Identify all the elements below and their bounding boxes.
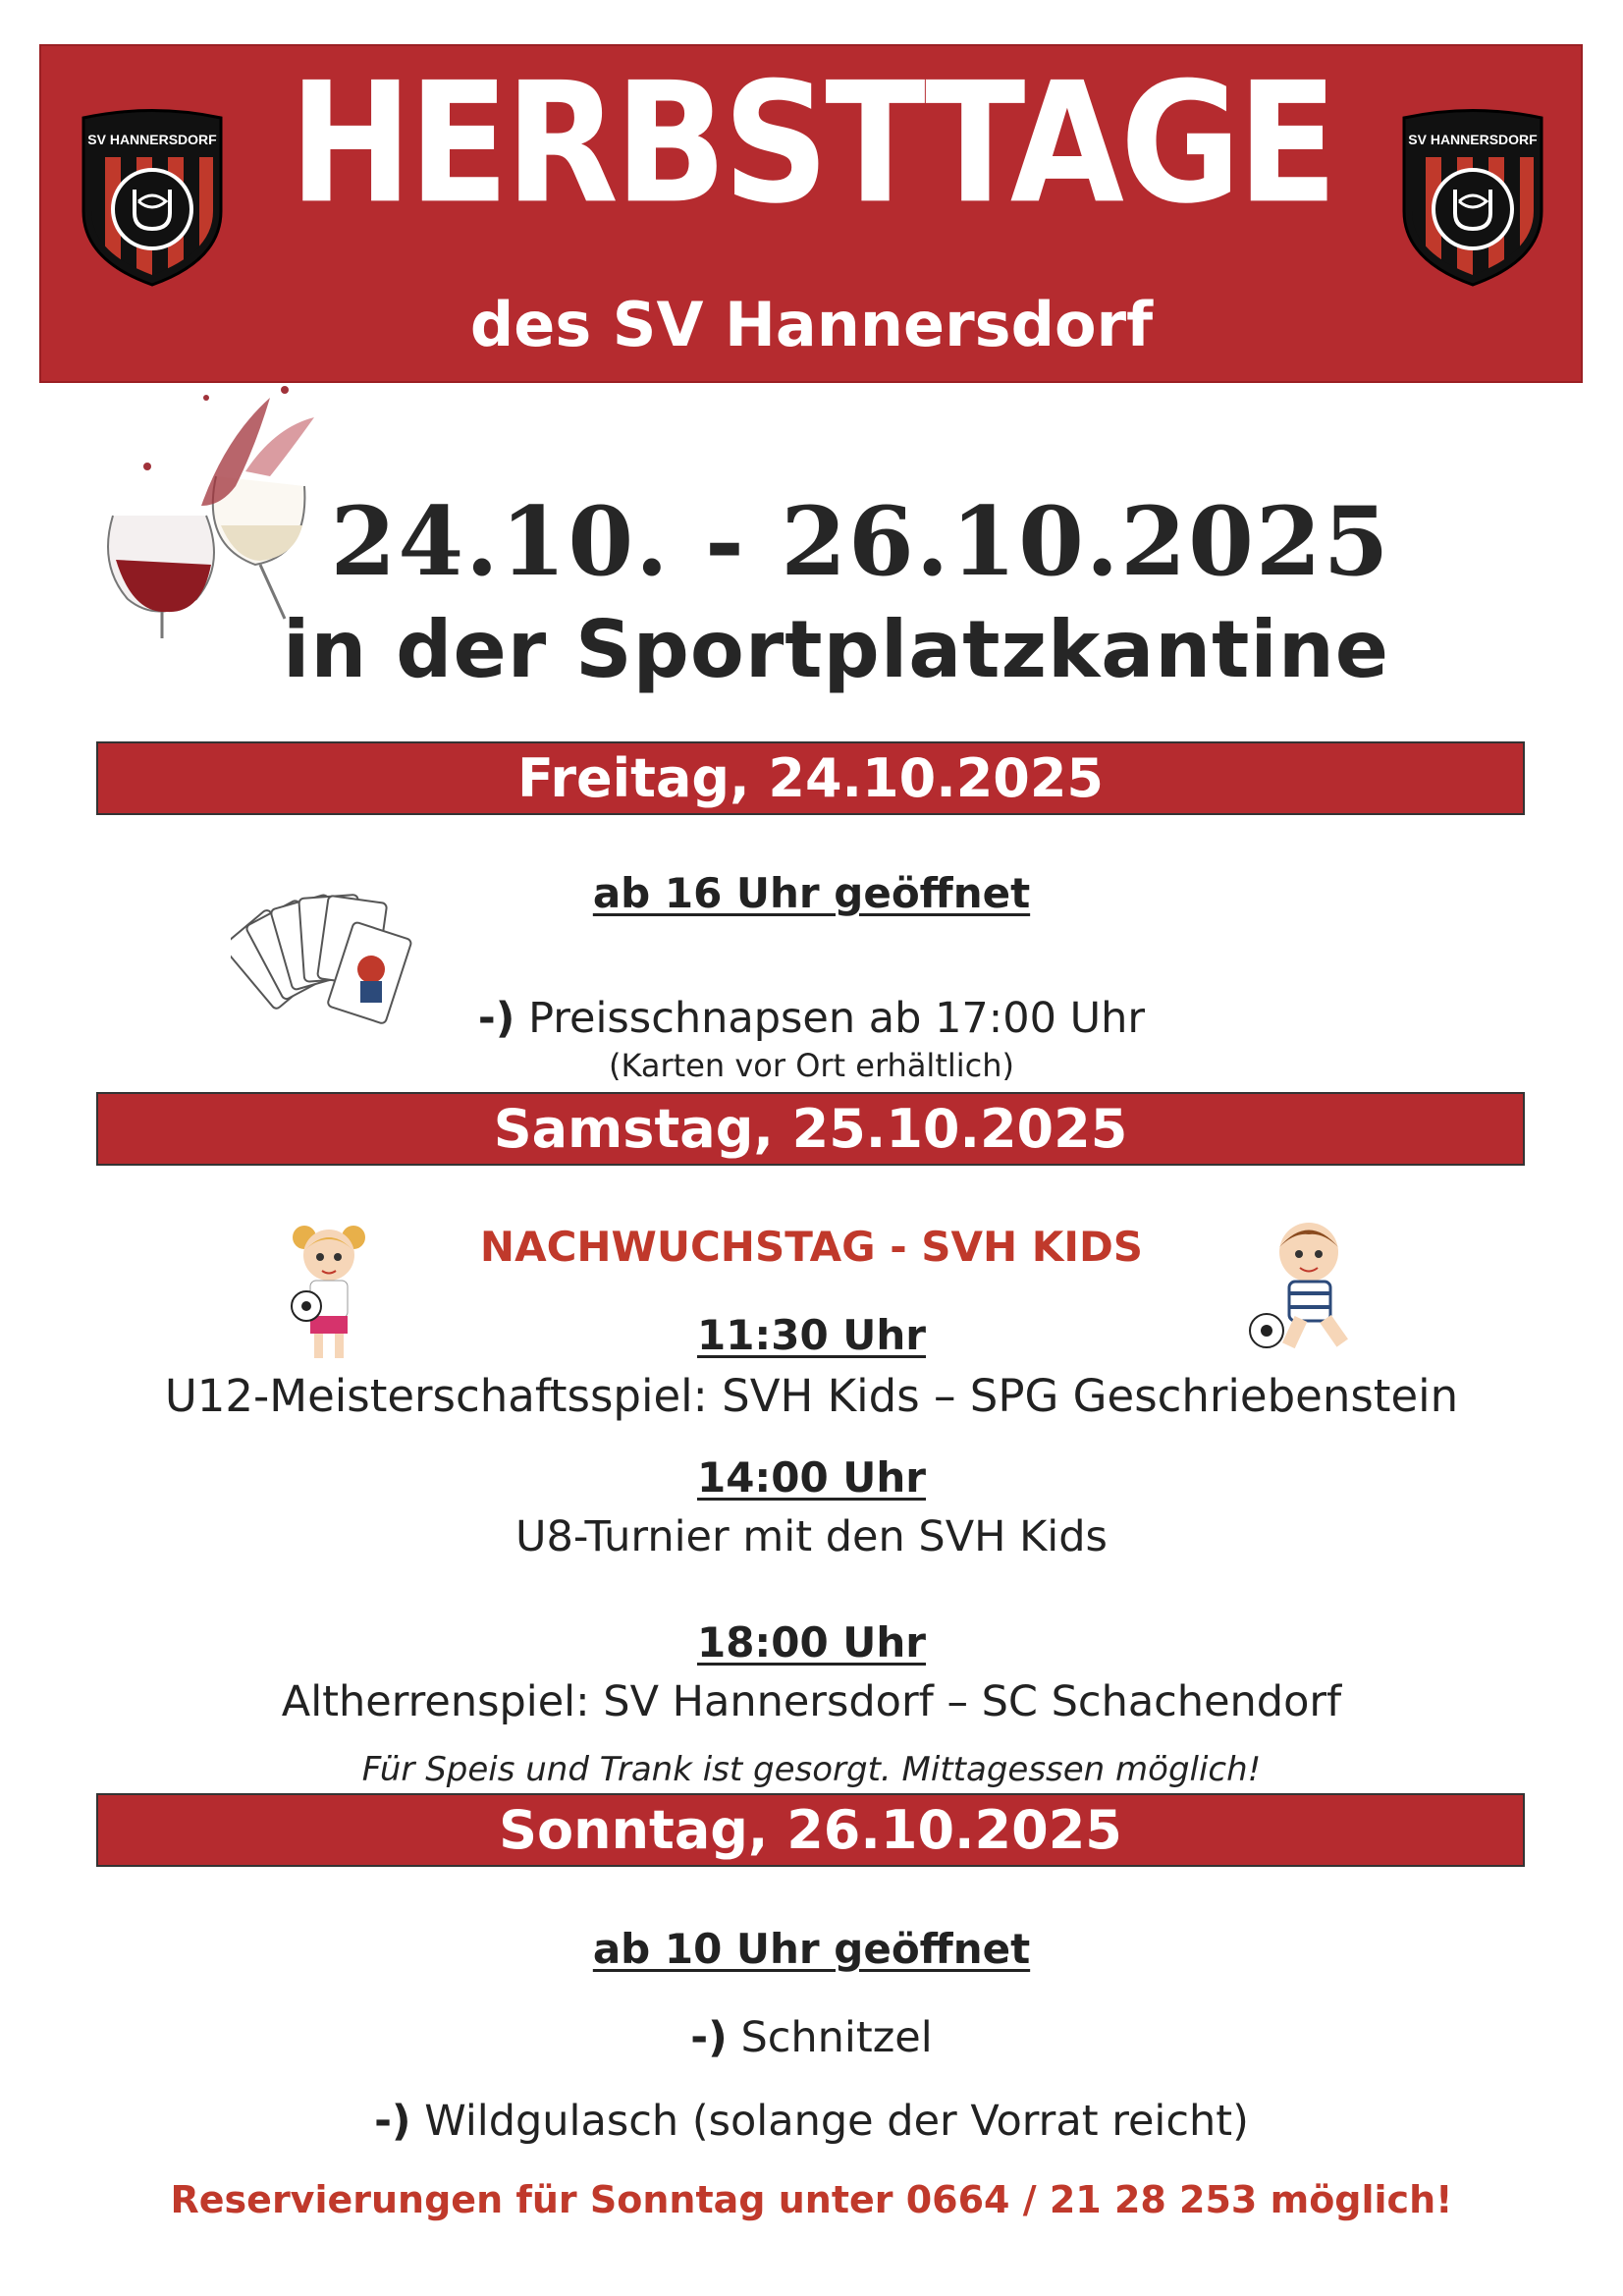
sunday-opening-time: ab 10 Uhr geöffnet xyxy=(592,1925,1031,1973)
reservation-note: Reservierungen für Sonntag unter 0664 / 21 28 253 möglich! xyxy=(170,2178,1453,2221)
event-time-2: 14:00 Uhr xyxy=(696,1453,927,1502)
friday-opening-time: ab 16 Uhr geöffnet xyxy=(592,869,1031,917)
day-heading-sunday: Sonntag, 26.10.2025 xyxy=(96,1793,1525,1867)
page-title: HERBSTTAGE xyxy=(289,47,1334,242)
svg-text:SV HANNERSDORF: SV HANNERSDORF xyxy=(87,132,217,147)
sunday-item-2 xyxy=(0,2097,1623,2146)
bullet: -) xyxy=(374,2097,411,2146)
saturday-theme: NACHWUCHSTAG - SVH KIDS xyxy=(479,1223,1144,1271)
friday-note: (Karten vor Ort erhältlich) xyxy=(608,1047,1014,1084)
day-heading-friday: Freitag, 24.10.2025 xyxy=(96,741,1525,815)
event-desc-1: U12-Meisterschaftsspiel: SVH Kids – SPG Geschriebenstein xyxy=(164,1370,1459,1422)
svg-text:SV HANNERSDORF: SV HANNERSDORF xyxy=(1408,132,1538,147)
friday-item xyxy=(0,994,1623,1043)
bullet: -) xyxy=(477,994,515,1043)
event-time-3: 18:00 Uhr xyxy=(696,1618,927,1667)
saturday-note: Für Speis und Trank ist gesorgt. Mittagessen möglich! xyxy=(361,1750,1262,1789)
event-time-1: 11:30 Uhr xyxy=(696,1311,927,1359)
sunday-item-text: Schnitzel xyxy=(740,2013,933,2062)
event-desc-3: Altherrenspiel: SV Hannersdorf – SC Schachendorf xyxy=(281,1677,1342,1726)
sunday-item-1 xyxy=(0,2013,1623,2062)
sunday-item-text: Wildgulasch (solange der Vorrat reicht) xyxy=(424,2097,1249,2146)
event-desc-2: U8-Turnier mit den SVH Kids xyxy=(515,1512,1108,1561)
day-heading-saturday: Samstag, 25.10.2025 xyxy=(96,1092,1525,1166)
event-dates: 24.10. - 26.10.2025 xyxy=(330,486,1391,597)
event-venue: in der Sportplatzkantine xyxy=(282,604,1390,695)
page-subtitle: des SV Hannersdorf xyxy=(469,289,1154,360)
bullet: -) xyxy=(690,2013,728,2062)
friday-item-text: Preisschnapsen ab 17:00 Uhr xyxy=(528,994,1146,1043)
